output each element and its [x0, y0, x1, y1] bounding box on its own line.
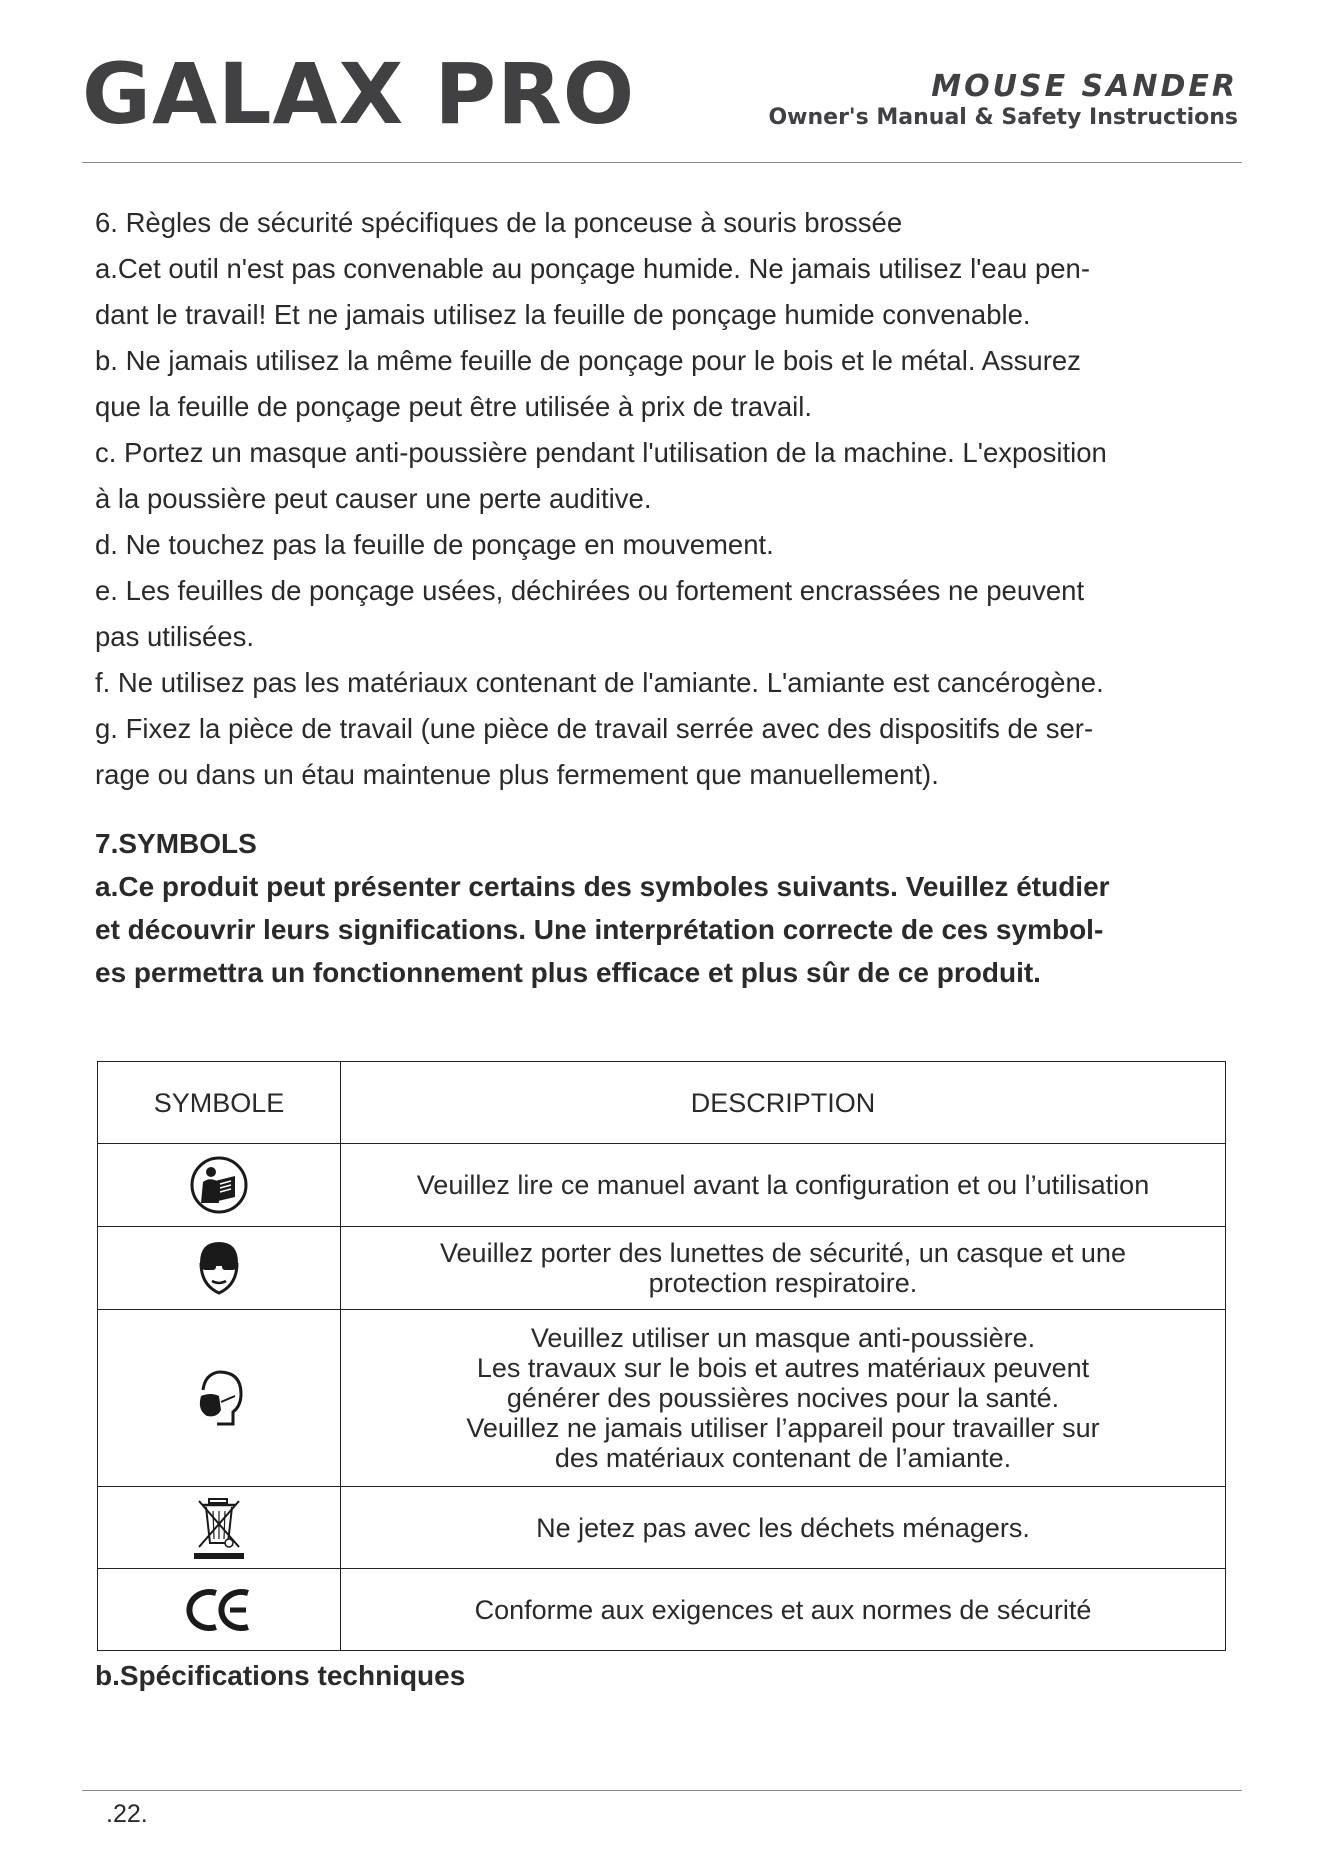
section-7-title: 7.SYMBOLS — [95, 828, 257, 859]
description-line: Veuillez ne jamais utiliser l’appareil pour travailler sur — [466, 1413, 1100, 1443]
description-line: Veuillez porter des lunettes de sécurité, un casque et une — [440, 1238, 1126, 1268]
description-line: Veuillez lire ce manuel avant la configuration et ou l’utilisation — [416, 1170, 1150, 1200]
rule-line: pas utilisées. — [95, 621, 254, 652]
table-row — [98, 1310, 1226, 1487]
rule-line: que la feuille de ponçage peut être utilisée à prix de travail. — [95, 391, 812, 422]
ce-mark-icon — [184, 1585, 254, 1635]
table-header-row — [98, 1062, 1226, 1144]
symbols-intro-line: es permettra un fonctionnement plus efficace et plus sûr de ce produit. — [95, 957, 1041, 988]
symbols-intro-line: a.Ce produit peut présenter certains des symboles suivants. Veuillez étudier — [95, 871, 1110, 902]
rule-line: g. Fixez la pièce de travail (une pièce de travail serrée avec des dispositifs de ser- — [95, 713, 1094, 744]
section-6-title: 6. Règles de sécurité spécifiques de la ponceuse à souris brossée — [95, 207, 903, 238]
header-divider — [82, 162, 1242, 163]
description-line: générer des poussières nocives pour la santé. — [506, 1383, 1060, 1413]
description-line: Les travaux sur le bois et autres matériaux peuvent — [476, 1353, 1090, 1383]
description-line: Veuillez utiliser un masque anti-poussière. — [530, 1323, 1036, 1353]
specs-heading: b.Spécifications techniques — [95, 1660, 466, 1691]
page-number: .22. — [106, 1800, 148, 1828]
rule-line: a.Cet outil n'est pas convenable au ponçage humide. Ne jamais utilisez l'eau pen- — [95, 253, 1090, 284]
manual-subtitle: Owner's Manual & Safety Instructions — [768, 105, 1238, 130]
rule-line: rage ou dans un étau maintenue plus fermement que manuellement). — [95, 759, 939, 790]
crossed-bin-icon — [191, 1495, 247, 1561]
footer-divider — [82, 1790, 1242, 1791]
safety-goggles-helmet-icon — [191, 1237, 247, 1299]
dust-mask-icon — [191, 1366, 247, 1430]
brand-logo: GALAX PRO — [82, 45, 636, 143]
table-row — [98, 1569, 1226, 1651]
description-line: des matériaux contenant de l’amiante. — [554, 1443, 1012, 1473]
symbols-table — [97, 1061, 1226, 1651]
main-content — [95, 200, 1230, 994]
symbols-intro-line: et découvrir leurs significations. Une interprétation correcte de ces symbol- — [95, 914, 1104, 945]
read-manual-icon — [189, 1155, 249, 1215]
rule-line: f. Ne utilisez pas les matériaux contenant de l'amiante. L'amiante est cancérogène. — [95, 667, 1104, 698]
rule-line: d. Ne touchez pas la feuille de ponçage en mouvement. — [95, 529, 774, 560]
rule-line: b. Ne jamais utilisez la même feuille de ponçage pour le bois et le métal. Assurez — [95, 345, 1081, 376]
rule-line: dant le travail! Et ne jamais utilisez la feuille de ponçage humide convenable. — [95, 299, 1031, 330]
column-header-symbol: SYMBOLE — [98, 1062, 341, 1144]
column-header-description: DESCRIPTION — [341, 1062, 1226, 1144]
rule-line: c. Portez un masque anti-poussière pendant l'utilisation de la machine. L'exposition — [95, 437, 1107, 468]
rule-line: e. Les feuilles de ponçage usées, déchirées ou fortement encrassées ne peuvent — [95, 575, 1085, 606]
description-line: Conforme aux exigences et aux normes de sécurité — [474, 1594, 1092, 1625]
table-row — [98, 1144, 1226, 1227]
table-row — [98, 1487, 1226, 1569]
description-line: protection respiratoire. — [648, 1268, 918, 1298]
table-row — [98, 1227, 1226, 1310]
rule-line: à la poussière peut causer une perte auditive. — [95, 483, 652, 514]
product-title: MOUSE SANDER — [931, 69, 1238, 104]
description-line: Ne jetez pas avec les déchets ménagers. — [536, 1512, 1030, 1543]
